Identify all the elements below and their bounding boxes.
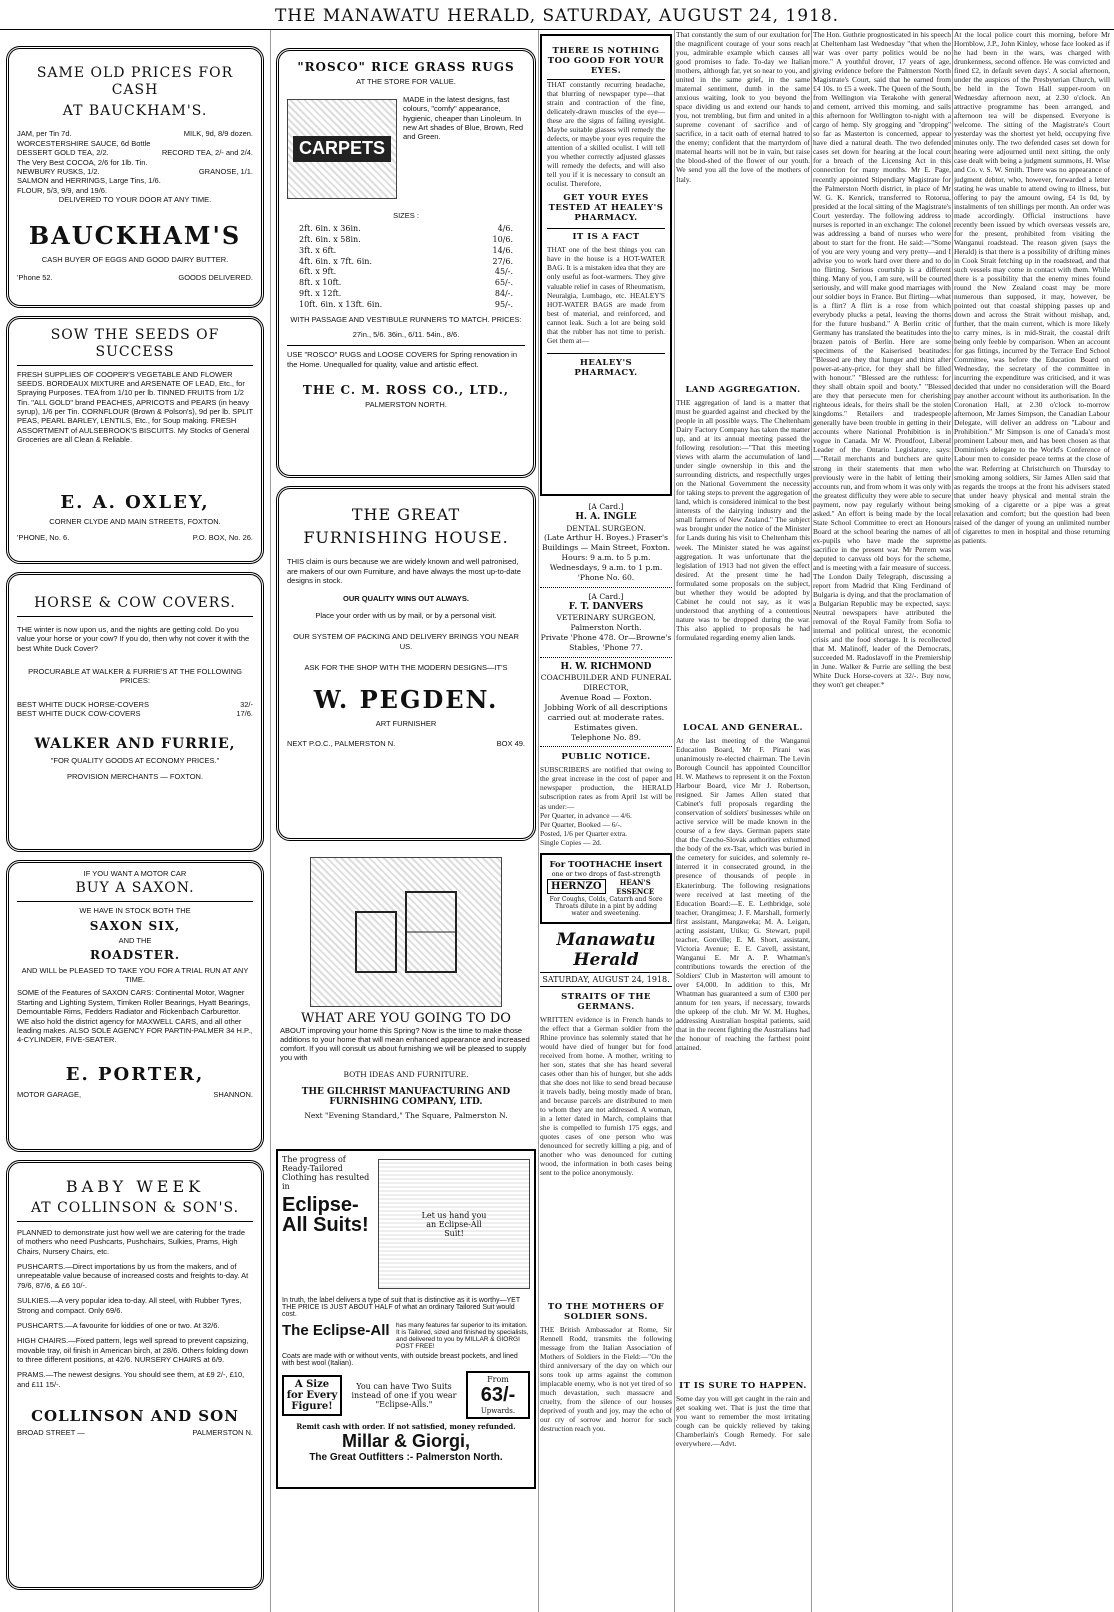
collinson-intro: PLANNED to demonstrate just how well we are catering for the trade of mothers who need Pushcarts, Pushchairs, Sulkies, Prams, High Chairs, Nursery Chairs, etc. bbox=[17, 1227, 246, 1256]
column-rule bbox=[674, 30, 675, 1612]
healey-heading: THERE IS NOTHING TOO GOOD FOR YOUR EYES. bbox=[547, 46, 665, 76]
notice-body: SUBSCRIBERS are notified that owing to the great increase in the cost of paper and newspaper production, the HERALD subscription rates as from April 1st will be as under:— bbox=[540, 765, 672, 811]
healey-ad bbox=[540, 34, 672, 496]
gilchrist-both: BOTH IDEAS AND FURNITURE. bbox=[343, 1070, 469, 1079]
pegden-name: W. PEGDEN. bbox=[313, 685, 499, 715]
gilchrist-name: THE GILCHRIST MANUFACTURING AND FURNISHING COMPANY, LTD. bbox=[301, 1087, 511, 1107]
eclipse-description: has many features far superior to its imitation. It is Tailored, sized and finished by specialists, and delivered to you by MILLAR & GIORGI POST FREE! bbox=[396, 1322, 529, 1350]
porter-footer: MOTOR GARAGE, SHANNON. bbox=[17, 1090, 253, 1100]
ross-use: USE "ROSCO" RUGS and LOOSE COVERS for Spring renovation in the Home. Unequalled for quality, value and artistic effect. bbox=[287, 350, 517, 369]
ross-runner-prices: 27in., 5/6. 36in., 6/11. 54in., 8/6. bbox=[352, 329, 460, 339]
oxley-name: E. A. OXLEY, bbox=[60, 491, 210, 513]
walker-provision: PROVISION MERCHANTS — FOXTON. bbox=[66, 771, 204, 781]
tailor-illustration bbox=[378, 1159, 530, 1289]
porter-roadster: ROADSTER. bbox=[89, 948, 181, 963]
column-3 bbox=[540, 30, 672, 1433]
bauckham-footer: 'Phone 52. GOODS DELIVERED. bbox=[17, 272, 253, 282]
eclipse-two-suits: You can have Two Suits instead of one if you wear "Eclipse-Alls." bbox=[351, 1381, 457, 1409]
gilchrist-address: Next "Evening Standard," The Square, Palmerston N. bbox=[304, 1111, 508, 1120]
healey-fact: IT IS A FACT bbox=[547, 228, 665, 242]
porter-stock: WE HAVE IN STOCK BOTH THE bbox=[79, 906, 191, 916]
ross-name: THE C. M. ROSS CO., LTD., bbox=[302, 383, 510, 398]
porter-saxon-six: SAXON SIX, bbox=[89, 918, 181, 933]
collinson-ad bbox=[6, 1160, 264, 1590]
porter-heading: BUY A SAXON. bbox=[75, 880, 195, 897]
editorial-body: WRITTEN evidence is in French hands to the effect that a German soldier from the Rhine province has solemnly stated that he would have died of hunger but for food received from home. A mother, writing to her son, states that she has heard several cases other than his of hunger, but she adds that she does not like to send bread because it travels badly, being mostly made of bran, and because parcels are distributed to men to whom they are not addressed. A woman, in a letter dated in March, complains that she is compelled to furnish 175 eggs, and quotes cases of one person who was denounced for secretly killing a pig, and of another who was denounced for cutting wood, the information in both cases being sent to the police anonymously. bbox=[540, 1014, 672, 1178]
eclipse-price: 63/- bbox=[480, 1384, 516, 1406]
walker-price-2: BEST WHITE DUCK COW-COVERS 17/6. bbox=[17, 709, 253, 719]
room-illustration bbox=[346, 882, 466, 982]
column-rule bbox=[811, 30, 812, 1612]
eclipse-firm: Millar & Giorgi, bbox=[341, 1431, 470, 1451]
toothache-ad: For TOOTHACHE insert one or two drops of fast-strength HERNZO HEAN'S ESSENCE For Coughs, Colds, Catarrh and Sore Throats dilute in a pint by adding water and sweetening. bbox=[540, 853, 672, 924]
carpets-illustration: CARPETS bbox=[287, 99, 397, 199]
walker-price-1: BEST WHITE DUCK HORSE-COVERS 32/- bbox=[17, 699, 253, 709]
ross-town: PALMERSTON NORTH. bbox=[365, 400, 447, 410]
porter-trial: AND WILL be PLEASED TO TAKE YOU FOR A TRIAL RUN AT ANY TIME. bbox=[21, 965, 249, 985]
ross-runners: WITH PASSAGE AND VESTIBULE RUNNERS TO MATCH. PRICES: bbox=[290, 314, 522, 324]
porter-top: IF YOU WANT A MOTOR CAR bbox=[83, 869, 187, 878]
pegden-quality: OUR QUALITY WINS OUT ALWAYS. bbox=[343, 593, 469, 603]
gilchrist-heading: WHAT ARE YOU GOING TO DO bbox=[301, 1011, 511, 1026]
column-rule bbox=[952, 30, 953, 1612]
column-rule bbox=[538, 30, 539, 1612]
mothers-body: THE British Ambassador at Rome, Sir Rennell Rodd, transmits the following message from the Italian Association of Mothers of Soldiers in the Field:—"On the third anniversary of the day on which our sons took up arms against the common implacable enemy, who is not yet tired of so much devastation, such massacre and cruelty, from the silence of our houses deprived of youth and joy, may the echo of our cry of sorrow and horror for such destruction reach you. bbox=[540, 1324, 672, 1434]
herald-date: SATURDAY, AUGUST 24, 1918. bbox=[540, 972, 672, 987]
c4-body: That constantly the sum of our exultation for the magnificent courage of your sons reach you, admirable example which causes all good promises to fade. To-day we Italian mothers, although far, yet so near to you, and united in the same grief, in the same maternal sentiment, dumb in the same anxious waiting, look to you beyond the space dividing us and extend our hands to you, not trembling, but firm and united in a supreme covenant of sacrifice and of sacrifice, in a tacit oath of eternal hatred to the enemy; confident that the martyrdom of maternal hearts will not be in vain, but raise the blood-shed of the flower of our youth. We send you all the love of the mothers of Italy. bbox=[676, 30, 810, 184]
notice-rate: Per Quarter, Booked — 6/-. bbox=[540, 819, 622, 829]
land-aggregation-heading: LAND AGGREGATION. bbox=[685, 385, 801, 395]
eclipse-name: The Eclipse-All bbox=[282, 1322, 390, 1339]
eclipse-bubble: Let us hand you an Eclipse-All Suit! bbox=[421, 1210, 487, 1238]
notice-heading: PUBLIC NOTICE. bbox=[561, 752, 651, 763]
furniture-illustration bbox=[310, 857, 502, 1007]
editorial-heading: STRAITS OF THE GERMANS. bbox=[561, 991, 651, 1012]
walker-heading: HORSE & COW COVERS. bbox=[34, 595, 236, 611]
collinson-subheading: AT COLLINSON & SON'S. bbox=[30, 1200, 240, 1217]
eclipse-ad bbox=[276, 1149, 536, 1489]
eclipse-left: The progress of Ready-Tailored Clothing has resulted in Eclipse-All Suits! bbox=[282, 1155, 372, 1293]
pegden-system: OUR SYSTEM OF PACKING AND DELIVERY BRINGS YOU NEAR US. bbox=[293, 632, 519, 651]
eclipse-coats: Coats are made with or without vents, with outside breast pockets, and lined with best wool (Italian). bbox=[282, 1353, 518, 1367]
ingle-card: [A Card.] H. A. INGLE DENTAL SURGEON. (Late Arthur H. Boyes.) Fraser's Buildings — Main Street, Foxton. Hours: 9 a.m. to 5 p.m. Wednesdays, 9 a.m. to 1 p.m. 'Phone No. 60. bbox=[541, 502, 671, 582]
bauckham-ad bbox=[6, 46, 264, 308]
column-1 bbox=[6, 30, 264, 1598]
walker-furrie-ad bbox=[6, 572, 264, 852]
porter-ad bbox=[6, 860, 264, 1152]
pegden-art: ART FURNISHER bbox=[375, 719, 437, 729]
pegden-footer: NEXT P.O.C., PALMERSTON N. BOX 49. bbox=[287, 738, 525, 748]
oxley-address: CORNER CLYDE AND MAIN STREETS, FOXTON. bbox=[49, 517, 221, 527]
collinson-item: PUSHCARTS.—Direct importations by us from the makers, and of unrepeatable value because of increased costs and freights to-day. At 79/6, 87/6, & £6 10/-. bbox=[17, 1262, 249, 1290]
c5-body: The Hon. Guthrie prognosticated in his speech at Cheltenham last Wednesday "that when the war was over party politics would be no more." A youthful drover, 17 years of age, giving evidence before the Palmerston North Magistrate's Court, said that he earned from £4 10s. to £5 a week. The Queen of the South, from Wellington via Terakohe with general and cement, arrived this morning, and sails this afternoon for Wellington to-night with a cargo of hemp. Sly grogging and "dropping" so far as Masterton is concerned, appear to have died a natural death. The two defended cases set down for hearing at the local court for a breach of the Licensing Act in this connection for many months. Mr E. Page, recently appointed Stipendiary Magistrate for the Palmerston North district, in place of Mr W. G. K. Kenrick, transferred to Rotorua, presided at the local sitting of the Magistrate's Court yesterday. The following address to nurses is reported in an exchange: The colonel was addressing a band of nurses who were about to start for the front. He said:—"Some of you are very young and very pretty—and I advise you to work hard over there and to do no flirting. Serious courtship is a different thing. Many of you, I am sure, will be courted seriously, and will make good marriages with our soldier boys in France. But flirting—what is a flirt? A flirt is a rose from which everybody plucks a petal, leaving the thorns for the future husband." A Berlin critic of Germany has translated the beatitudes into the brazen patois of Berlin. Here are some specimens of the Kaiserised beatitudes: "Blessed are they that hunger and thirst after power-at-any-price, for they shall be filled with honour." "Blessed are the ruthless: for they shall obtain spoil and booty." "Blessed are they that persecute men for cherishing righteous ideals, for theirs shall be the stolen kingdoms." Retailers and tradespeople generally have been trouble in getting in their accounts where National Prohibition is in vogue in Canada. Mr W. Proudfoot, Liberal Leader of the Ontario Legislature, says:—"Retail merchants and butchers are quite strong in their statements that men who previously were in the habit of letting their accounts run, and from whom it was only with the greatest difficulty they were able to secure payment, now pay regularly without being asked." An effort is being made by the local State School Committee to erect an Honours Board at the school bearing the names of all ex-pupils who have made the supreme sacrifice in the present war. Mr Perrem was deputed to canvass old boys for the scheme, and is meeting with a fair measure of success. The London Daily Telegraph, discussing a report from Madrid that King Ferdinand of Bulgaria is dying, and that the proclamation of a Bulgarian Republic may be expected, says: Neutral newspapers have attributed the removal of the Royal Family from Sofia to internal and political unrest, the economic crisis and the food shortage. It is recollected that M. Malinoff, leader of the Democrats, succeeded M. Radoslavoff in the Premiership in June. Walker & Furrie are selling the best White Duck Horse-covers at 32/-. Buy now, they won't get cheaper.* bbox=[813, 30, 951, 690]
pegden-subheading: FURNISHING HOUSE. bbox=[303, 528, 509, 548]
walker-procurable: PROCURABLE AT WALKER & FURRIE'S AT THE FOLLOWING PRICES: bbox=[28, 666, 242, 686]
column-6 bbox=[954, 30, 1110, 1608]
ross-sizes-heading: SIZES : bbox=[393, 210, 419, 220]
c6-body: At the local police court this morning, before Mr Hornblow, J.P., John Kinley, whose face looked as if he had been in the wars, was charged with drunkenness, second offence. He was convicted and fined £2, in default seven days'. A social afternoon, under the auspices of the Presbyterian Church, will be held in the Town Hall supper-room on Wednesday afternoon next, at 2.30 o'clock. An attractive programme has been arranged, and afternoon tea will be dispensed. Everyone is welcome. The sitting of the Magistrate's Court yesterday was the shortest yet held, occupying five minutes only. The two defended cases set down for hearing were adjourned until next sitting, the only case dealt with being a judgment summons, H. Wise and Co. v. S. W. Smith. There was no appearance of judgment debtor, who, however, forwarded a letter stating he was unable to attend owing to illness, but offering to pay the amount owing, £4 1s 0d, by instalments of ten shillings per month. An order was made accordingly. Official instructions have recently been issued by which overseas vessels are, for the present, prohibited from visiting the Wanganui roadstead. The reason given (says the Herald) is that there is a possibility of drifting mines in Cook Strait fetching up in the roadstead, and that such vessels may come in contact with them. While there is a possibility that the enemy mines found round the New Zealand coast may be more numerous than supposed, it may, however, be pointed out that coastal shipping passes up and down and across the Strait without mishap, and, further, that the main current, which is more likely to carry mines, is in mid-Strait, the coastal drift being only feeble by comparison. When an account for gas fittings, incurred by the Terrace End School Committee, was before the Education Board on Wednesday, the secretary of the committee in incurring the expenditure was criticised, and it was decided that under no consideration will the Board pay another account without its authorisation. In the Coronation Hall, at 2.30 o'clock to-morrow afternoon, Mr James Simpson, the Canadian Labour Delegate, will deliver an address on "Labour and Prohibition." Mr Simpson is one of Canada's most prominent Labour men, and has been chosen as that Dominion's delegate to the World's Conference of Labour men to consider peace terms at the close of the war. Referring at Christchurch on Thursday to smoking among soldiers, Sir James Allen said that as regards the troops at the front his advisers stated that under heavy physical and mental strain the smoking of a cigarette or a pipe was a great relaxation and comfort; but the question had been raised of the danger of young an unlimited number of cigarettes to men in hospital and those returning as patients. bbox=[954, 30, 1110, 545]
pegden-body: THIS claim is ours because we are widely known and well patronised, are makers of our own Furniture, and have always the most up-to-date designs in stock. bbox=[287, 557, 521, 586]
danvers-card: [A Card.] F. T. DANVERS VETERINARY SURGEON, Palmerston North. Private 'Phone 478. Or—Browne's Stables, 'Phone 77. bbox=[540, 591, 672, 652]
ross-heading: "ROSCO" RICE GRASS RUGS bbox=[297, 60, 515, 74]
collinson-item: SULKIES.—A very popular idea to-day. All steel, with Rubber Tyres, Strong and compact. Only 69/6. bbox=[17, 1296, 242, 1315]
column-rule bbox=[270, 30, 271, 1612]
eclipse-size-badge: A Size for Every Figure! bbox=[282, 1375, 342, 1416]
ross-subheading: AT THE STORE FOR VALUE. bbox=[356, 77, 456, 87]
porter-body: SOME of the Features of SAXON CARS: Continental Motor, Wagner Starting and Lighting System, Timken Roller Bearings, Hyatt Bearings, Demountable Rims, Fedders Radiator and Rickenbach Carburettor. WE also hold the district agency for MAXWELL CARS, and all other leading makes. ALSO SOLE AGENCY FOR PARTIN-PALMER 34 H.P., 4-CYLINDER, FIVE-SEATER. bbox=[17, 988, 253, 1045]
walker-name: WALKER AND FURRIE, bbox=[34, 736, 236, 753]
local-general-body: At the last meeting of the Wanganui Education Board, Mr F. Pirani was unanimously re-elected chairman. The Levin Borough Council has appointed Councillor H. W. Mathews to represent it on the Foxton Harbour Board, vice Mr J. Robertson, resigned. Sir James Allen stated that Cabinet's full proposals regarding the conservation of soldiers' businesses while on active service will be made known in the course of a few days. German papers state that the Czecho-Slovak authorities exhumed the body of the ex-Tsar, which was buried in the cemetery for suicides, and solemnly re-interred it in consecrated ground, in the presence of thousands of people in Ekaterinburg. The following resignations were received at last meeting of the Education Board:—E. E. Lethbridge, sole teacher, Orangimea; J. F. Marshall, formerly first assistant, Mangaweka; M. A. Leigan, acting assistant, Utiku; G. Stewart, pupil teacher, Gonville; E. M. Short, assistant, Victoria Avenue; E. E. Cavell, assistant, Wanganui E. Mr A. P. Whatman's contributions towards the erection of the Soldiers' Club in Masterton will amount to over £4,000. In addition to this, Mr Whatman has guaranteed a sum of £300 per annum for ten years, if necessary, towards the upkeep of the club. Mr W. M. Hughes, addressing Australian hospital patients, said that in the recent fighting the Australians had the honour of reaching the farthest point attained. bbox=[676, 736, 810, 1053]
oxley-heading: SOW THE SEEDS OF SUCCESS bbox=[50, 327, 220, 360]
collinson-item: PRAMS.—The newest designs. You should see them, at £9 2/-, £10, and £11 15/-. bbox=[17, 1370, 245, 1389]
bauckham-buyer: CASH BUYER OF EGGS AND GOOD DAIRY BUTTER. bbox=[41, 255, 229, 265]
local-general-heading: LOCAL AND GENERAL. bbox=[683, 723, 803, 733]
land-aggregation-body: THE aggregation of land is a matter that must be guarded against and checked by the people in all possible ways. The Cheltenham Dairy Factory Company has taken the matter up, and at its annual meeting passed the following resolution:—"That this meeting views with alarm the accumulation of land under single ownership in this and the surrounding districts, and respectfully urges on the National Government the necessity for taking steps to prevent the aggregation of land, which is considered inimical to the best interests of the dairying industry and the small farmers of New Zealand." The subject was brought under the notice of the Minister for Lands during his visit to Cheltenham this week. The Minister stated he was against aggregation. It was unfortunate that the legislation of 1913 had not given the effect desired. At the present time he had formulated some proposals on the subject, but whether they would be adopted by Cabinet he could not say, as it was understood that anything of a contentious nature was to be dropped during the war. This also applied to proposals he had formulated regarding enemy alien lands. bbox=[676, 398, 810, 642]
sure-heading: IT IS SURE TO HAPPEN. bbox=[679, 1381, 807, 1391]
pegden-ad bbox=[276, 486, 536, 841]
walker-motto: "FOR QUALITY GOODS AT ECONOMY PRICES." bbox=[50, 756, 220, 766]
collinson-footer: BROAD STREET — PALMERSTON N. bbox=[17, 1428, 253, 1438]
herald-title: Manawatu Herald bbox=[556, 929, 656, 970]
porter-name: E. PORTER, bbox=[65, 1064, 205, 1086]
pegden-ask: ASK FOR THE SHOP WITH THE MODERN DESIGNS—IT'S bbox=[304, 663, 508, 672]
porter-and: AND THE bbox=[118, 935, 152, 945]
masthead: THE MANAWATU HERALD, SATURDAY, AUGUST 24, 1918. bbox=[0, 0, 1114, 30]
notice-rate: Posted, 1/6 per Quarter extra. bbox=[540, 828, 628, 838]
column-5 bbox=[813, 30, 951, 1608]
column-4 bbox=[676, 30, 810, 1448]
bauckham-subheading: AT BAUCKHAM'S. bbox=[62, 102, 208, 119]
eclipse-brand: Eclipse-All Suits! bbox=[282, 1194, 369, 1236]
oxley-footer: 'PHONE, No. 6. P.O. BOX, No. 26. bbox=[17, 532, 253, 542]
sure-body: Some day you will get caught in the rain and get soaking wet. That is just the time that you want to remember the most irritating cough can be quickly relieved by taking Chamberlain's Cough Remedy. For sale everywhere.—Advt. bbox=[676, 1394, 810, 1449]
eclipse-price-box: From 63/- Upwards. bbox=[466, 1371, 530, 1419]
pegden-place: Place your order with us by mail, or by a personal visit. bbox=[315, 610, 497, 620]
ross-ad bbox=[276, 48, 536, 478]
gilchrist-ad bbox=[276, 849, 536, 1139]
notice-rate: Single Copies — 2d. bbox=[540, 837, 602, 847]
bauckham-heading: SAME OLD PRICES FOR CASH bbox=[36, 65, 234, 98]
oxley-body: FRESH SUPPLIES OF COOPER'S VEGETABLE AND FLOWER SEEDS. BORDEAUX MIXTURE and ARSENATE OF LEAD, Etc., for Spraying Purposes. TEA from 1/10 per lb. TINNED FRUITS from 1/2 Tin. "ALL GOLD" brand PEACHES, APRICOTS and PEARS (in heavy syrup), 1/6 per Tin. CORNFLOUR (Brown & Polson's), 9d per lb. SPLIT PEAS, PEARL BARLEY, LENTILS, Etc., for Soup making. FRESH ASSORTMENT of AULSEBROOK'S BISCUITS. My Stocks of General Groceries are all Clean & Reliable. bbox=[17, 369, 253, 445]
healey-body-2: GET YOUR EYES TESTED AT HEALEY'S PHARMACY. bbox=[548, 193, 664, 224]
notice-rate: Per Quarter, in advance — 4/6. bbox=[540, 810, 632, 820]
column-2 bbox=[276, 30, 536, 1489]
healey-body-1: THAT constantly recurring headache, that blurring of newspaper type—that strain and contraction of the fine, delicately-drawn muscles of the eye—these are the signs of failing eyesight. Maybe suitable glasses will remedy the defects, or maybe your eyes require the attention of a skilled oculist. I will tell you whether correctly adjusted glasses will remedy the defects, and will also tell you if it is necessary to consult an oculist. Therefore, bbox=[547, 80, 665, 189]
bauckham-name: BAUCKHAM'S bbox=[28, 221, 242, 251]
healey-name: HEALEY'S PHARMACY. bbox=[547, 353, 665, 378]
eclipse-truth: In truth, the label delivers a type of suit that is distinctive as it is worthy—YET THE PRICE IS JUST ABOUT HALF of what an ordinary Tailored Suit would cost. bbox=[282, 1297, 520, 1318]
walker-body: THE winter is now upon us, and the nights are getting cold. Do you value your horse or your cow? If you do, then why not cover it with the best White Duck Cover? bbox=[17, 624, 250, 653]
oxley-ad bbox=[6, 316, 264, 564]
bauckham-price-list: JAM, per Tin 7d. MILK, 9d, 8/9 dozen. WORCESTERSHIRE SAUCE, 6d Bottle DESSERT GOLD TEA, 2/2. RECORD TEA, 2/- and 2/4. The Very Best COCOA, 2/6 for 1lb. Tin. NEWBURY RUSKS, 1/2. GRANOSE, 1/1. SALMON and HERRINGS, Large Tins, 1/6. FLOUR, 5/3, 9/9, and 19/6. DELIVERED TO YOUR DOOR AT ANY TIME. bbox=[17, 129, 253, 205]
mothers-heading: TO THE MOTHERS OF SOLDIER SONS. bbox=[547, 1301, 665, 1322]
collinson-item: HIGH CHAIRS.—Fixed pattern, legs well spread to prevent capsizing, movable tray, oil finish in American birch, at 28/6. Others folding down to three different positions, at 42/6. NURSERY CHAIRS at 6/9. bbox=[17, 1336, 249, 1365]
ross-sizes-list: 2ft. 6in. x 36in. 4/6. 2ft. 6in. x 58in. 10/6. 3ft. x 6ft. 14/6. 4ft. 6in. x 7ft. 6in. 27/6. 6ft. x 9ft. 45/-. 8ft. x 10ft. 65/-. 9ft. x 12ft. 84/-. 10ft. 6in. x 13ft. 6in. 95/-. bbox=[299, 224, 513, 309]
eclipse-remit: Remit cash with order. If not satisfied, money refunded. bbox=[296, 1422, 516, 1431]
ross-description: MADE in the latest designs, fast colours, "comfy" appearance, hygienic, cheaper than Linoleum. In new Art shades of Blue, Brown, Red and Green. bbox=[403, 94, 524, 142]
collinson-item: PUSHCARTS.—A favourite for kiddies of one or two. At 32/6. bbox=[17, 1320, 220, 1330]
pegden-heading: THE GREAT bbox=[351, 505, 461, 524]
eclipse-tag: The Great Outfitters :- Palmerston North. bbox=[309, 1452, 503, 1463]
gilchrist-body: ABOUT improving your home this Spring? Now is the time to make those additions to your home that will mean enhanced appearance and increased comfort. If you will consult us about furnishing we will be pleased to supply you with bbox=[280, 1026, 530, 1062]
hernzo-logo: HERNZO bbox=[547, 879, 606, 894]
collinson-name: COLLINSON AND SON bbox=[31, 1407, 239, 1426]
collinson-heading: BABY WEEK bbox=[65, 1177, 205, 1196]
richmond-card: H. W. RICHMOND COACHBUILDER AND FUNERAL DIRECTOR, Avenue Road — Foxton. Jobbing Work of all descriptions carried out at moderate rates. Estimates given. Telephone No. 89. bbox=[540, 661, 672, 742]
healey-body-3: THAT one of the best things you can have in the house is a HOT-WATER BAG. It is a mistaken idea that they are only useful as foot-warmers. They give valuable relief in cases of Rheumatism, Neuralgia, Lumbago, etc. HEALEY'S HOT-WATER BAGS are made from best of material, and reinforced, and cannot leak. Such a lot are being sold that the rubber has not time to perish. Get them at— bbox=[547, 245, 665, 345]
